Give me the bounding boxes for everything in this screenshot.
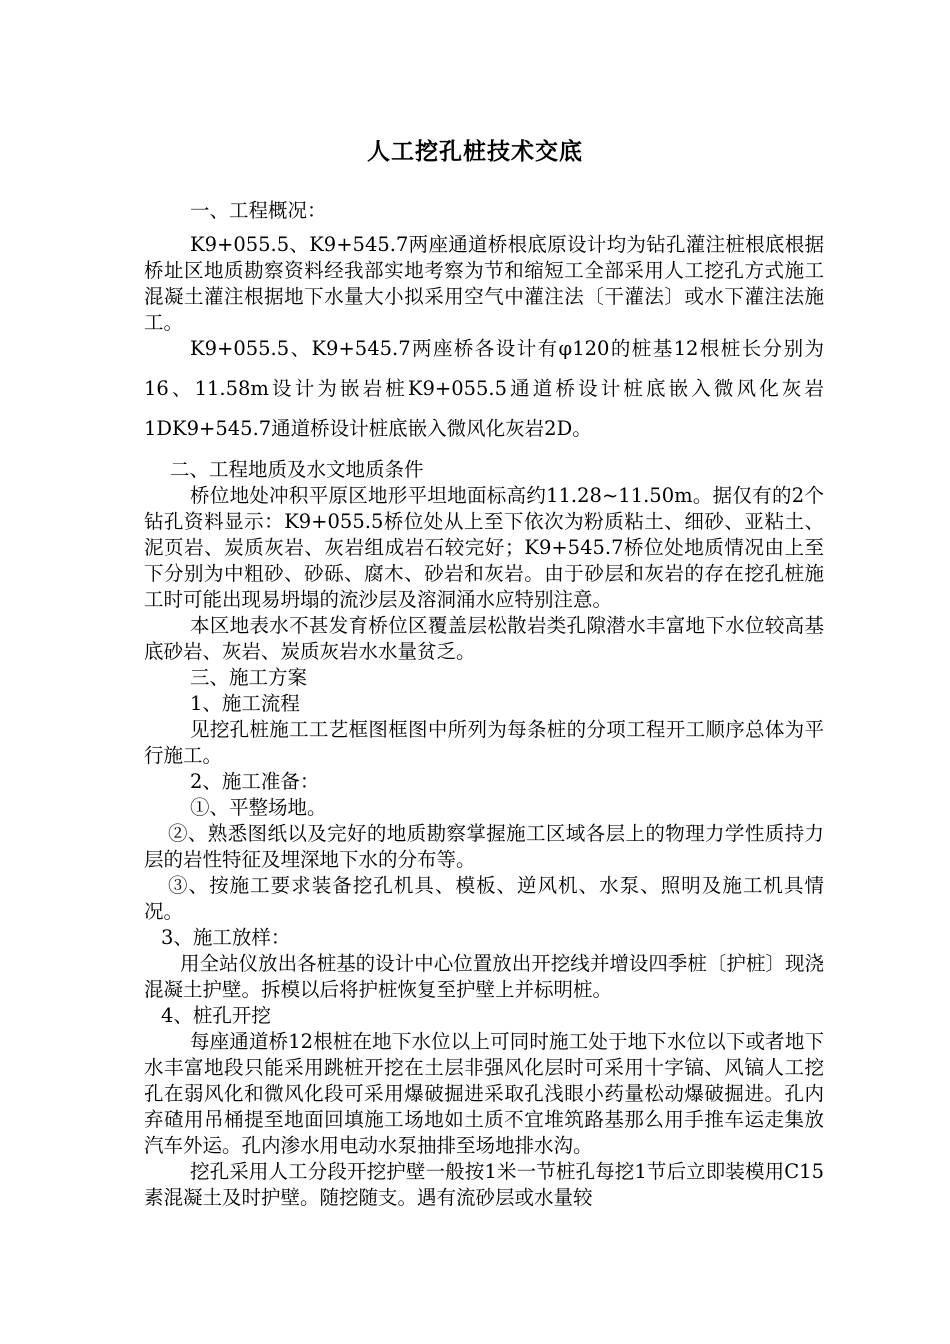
section-2-paragraph-1: 桥位地处冲积平原区地形平坦地面标高约11.28~11.50m。据仅有的2个钻孔资料显示：K9+055.5桥位处从上至下依次为粉质粘土、细砂、亚粘土、泥页岩、炭质灰岩、灰岩组成岩石较完好；K9+545.7桥位处地质情况由上至下分别为中粗砂、砂砾、腐木、砂岩和灰岩。由于砂层和灰岩的存在挖孔桩施工时可能出现易坍塌的流沙层及溶洞涌水应特别注意。 (144, 484, 824, 611)
section-3-heading: 三、施工方案 (190, 666, 308, 689)
subsection-1-paragraph: 见挖孔桩施工工艺框图框图中所列为每条桩的分项工程开工顺序总体为平行施工。 (144, 718, 824, 767)
section-1-paragraph-2: K9+055.5、K9+545.7两座桥各设计有φ120的桩基12根桩长分别为16、11.58m设计为嵌岩桩K9+055.5通道桥设计桩底嵌入微风化灰岩1DK9+545.7通道桥设计桩底嵌入微风化灰岩2D。 (144, 337, 824, 440)
subsection-4-heading: 4、桩孔开挖 (161, 1004, 271, 1027)
subsection-3-heading: 3、施工放样： (161, 926, 291, 949)
subsection-2-heading: 2、施工准备： (190, 770, 320, 793)
subsection-2-item-3: ③、按施工要求装备挖孔机具、模板、逆风机、水泵、照明及施工机具情况。 (144, 874, 824, 923)
subsection-4-paragraph-1: 每座通道桥12根桩在地下水位以上可同时施工处于地下水位以下或者地下水丰富地段只能采用跳桩开挖在土层非强风化层时可采用十字镐、风镐人工挖孔在弱风化和微风化段可采用爆破掘进采取孔浅眼小药量松动爆破掘进。孔内弃碴用吊桶提至地面回填施工场地如土质不宜堆筑路基那么用手推车运走集放汽车外运。孔内渗水用电动水泵抽排至场地排水沟。 (144, 1030, 824, 1157)
document-title: 人工挖孔桩技术交底 (367, 138, 583, 165)
subsection-2-item-1: ①、平整场地。 (190, 796, 327, 819)
section-2-heading: 二、工程地质及水文地质条件 (170, 458, 424, 481)
document-body (144, 198, 824, 1211)
subsection-4-paragraph-2: 挖孔采用人工分段开挖护壁一般按1米一节桩孔每挖1节后立即装模用C15素混凝土及时护壁。随挖随支。遇有流砂层或水量较 (144, 1160, 824, 1209)
subsection-1-heading: 1、施工流程 (190, 692, 300, 715)
section-1-paragraph-1: K9+055.5、K9+545.7两座通道桥根底原设计均为钻孔灌注桩根底根据桥址区地质勘察资料经我部实地考察为节和缩短工全部采用人工挖孔方式施工混凝土灌注根据地下水量大小拟采用空气中灌注法〔干灌法〕或水下灌注法施工。 (144, 233, 824, 334)
subsection-3-paragraph: 用全站仪放出各桩基的设计中心位置放出开挖线并增设四季桩〔护桩〕现浇混凝土护壁。拆模以后将护桩恢复至护壁上并标明桩。 (144, 952, 824, 1001)
subsection-2-item-2: ②、熟悉图纸以及完好的地质勘察掌握施工区域各层上的物理力学性质持力层的岩性特征及埋深地下水的分布等。 (144, 822, 824, 871)
section-1-heading: 一、工程概况： (190, 199, 327, 222)
section-2-paragraph-2: 本区地表水不甚发育桥位区覆盖层松散岩类孔隙潜水丰富地下水位较高基底砂岩、灰岩、炭质灰岩水水量贫乏。 (144, 614, 824, 663)
